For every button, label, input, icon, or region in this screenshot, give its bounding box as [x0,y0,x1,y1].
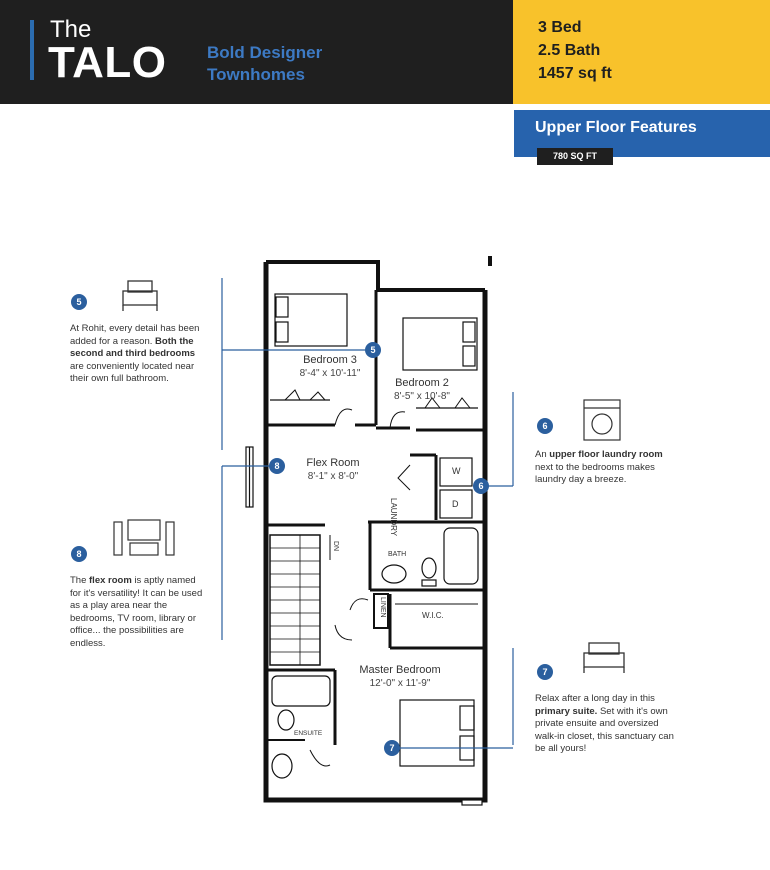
bed-bedroom3 [275,294,347,346]
room-bedroom3-dims: 8'-4" x 10'-11" [299,368,361,379]
feature-5-text: At Rohit, every detail has been added for a reason. Both the second and third bedrooms are conveniently located near their own full bathroom. [70,323,200,384]
feature-8-text: The flex room is aptly named for it's versatility! It can be used as a play area near the bedrooms, TV room, library or office... the possibilities are endless. [70,575,203,649]
room-bath-label: BATH [388,551,407,558]
bed-bedroom2 [403,318,477,370]
floor-plan-walls [266,256,492,800]
feature-7-text: Relax after a long day in this primary suite. Set with it's own private ensuite and oversized walk-in closet, this sanctuary can be all yours! [535,693,674,754]
room-bedroom2-dims: 8'-5" x 10'-8" [394,391,450,402]
bed-master [400,700,474,766]
tagline-line1: Bold Designer [207,43,323,62]
plan-badge-5: 5 [365,342,381,358]
room-bedroom2-label: Bedroom 2 [395,377,449,389]
stat-area: 1457 sq ft [538,65,612,82]
tagline-line2: Townhomes [207,65,305,84]
feature-badge-7: 7 [537,664,553,680]
plan-badge-7: 7 [384,740,400,756]
room-ensuite-label: ENSUITE [294,730,323,737]
header-the: The [50,16,92,43]
dryer-label: D [452,499,459,509]
model-name: TALO [48,38,167,87]
room-bedroom3-label: Bedroom 3 [303,354,357,366]
washer-label: W [452,466,461,476]
sqft-badge: 780 SQ FT [537,148,613,165]
wic-label: W.I.C. [422,611,444,620]
room-flex-label: Flex Room [306,457,360,469]
bed-icon-master [584,643,624,673]
bed-icon [123,281,157,311]
section-title: Upper Floor Features [535,119,697,136]
washing-machine-icon [584,400,620,440]
room-laundry-label: LAUNDRY [389,498,398,537]
feature-badge-6: 6 [537,418,553,434]
stat-beds: 3 Bed [538,19,582,36]
feature-6-text: An upper floor laundry room next to the bedrooms makes laundry day a breeze. [535,449,663,485]
room-master-label: Master Bedroom [359,664,441,676]
room-master-dims: 12'-0" x 11'-9" [369,678,431,689]
plan-badge-6: 6 [473,478,489,494]
room-flex-dims: 8'-1" x 8'-0" [307,471,359,482]
feature-badge-8: 8 [71,546,87,562]
plan-badge-8: 8 [269,458,285,474]
stat-baths: 2.5 Bath [538,42,601,59]
feature-badge-5: 5 [71,294,87,310]
tv-stand-icon [114,520,174,555]
linen-label: LINEN [379,597,386,618]
stairs-down-label: DN [332,541,339,552]
